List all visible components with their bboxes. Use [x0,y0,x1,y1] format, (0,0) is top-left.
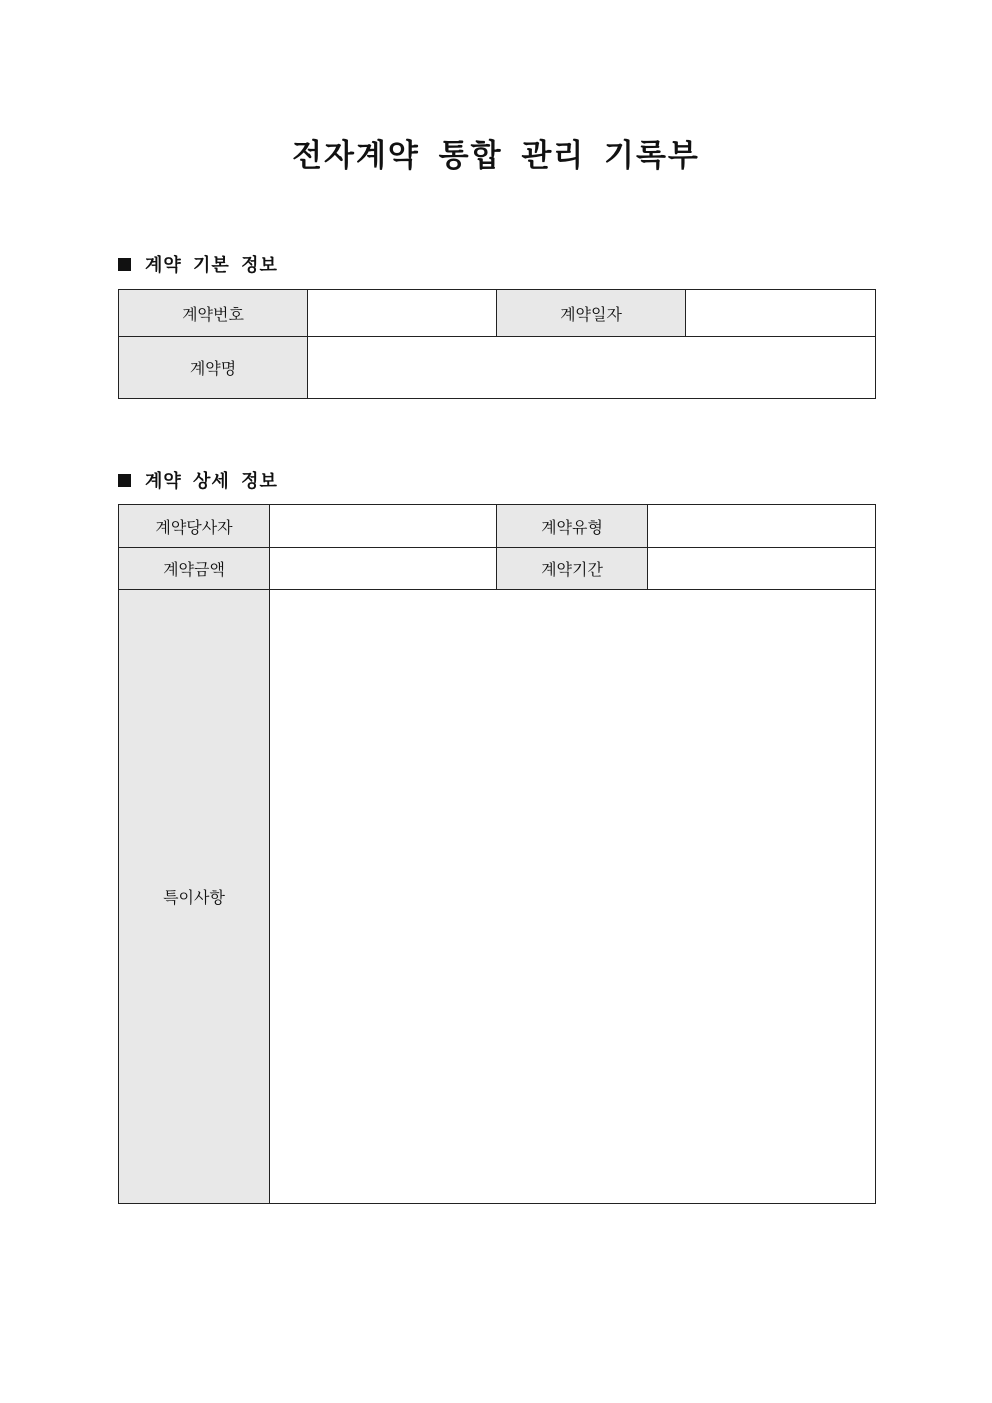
detail-info-table [118,504,876,1204]
contract-amount-field[interactable] [270,548,497,590]
contract-number-field[interactable] [308,290,497,337]
square-bullet-icon [118,474,131,487]
contract-name-label: 계약명 [119,337,308,399]
contract-party-label: 계약당사자 [119,505,270,548]
remarks-label: 특이사항 [119,590,270,1204]
contract-period-label: 계약기간 [497,548,648,590]
contract-type-field[interactable] [648,505,876,548]
contract-number-label: 계약번호 [119,290,308,337]
contract-date-field[interactable] [686,290,876,337]
basic-info-table [118,289,876,399]
square-bullet-icon [118,258,131,271]
detail-info-heading [118,467,278,493]
basic-info-heading-text: 계약 기본 정보 [145,255,278,276]
contract-date-label: 계약일자 [497,290,686,337]
contract-name-field[interactable] [308,337,876,399]
contract-amount-label: 계약금액 [119,548,270,590]
contract-period-field[interactable] [648,548,876,590]
document-title: 전자계약 통합 관리 기록부 [292,138,700,174]
detail-info-heading-text: 계약 상세 정보 [145,471,278,492]
contract-type-label: 계약유형 [497,505,648,548]
contract-party-field[interactable] [270,505,497,548]
remarks-field[interactable] [270,590,876,1204]
basic-info-heading [118,251,278,277]
